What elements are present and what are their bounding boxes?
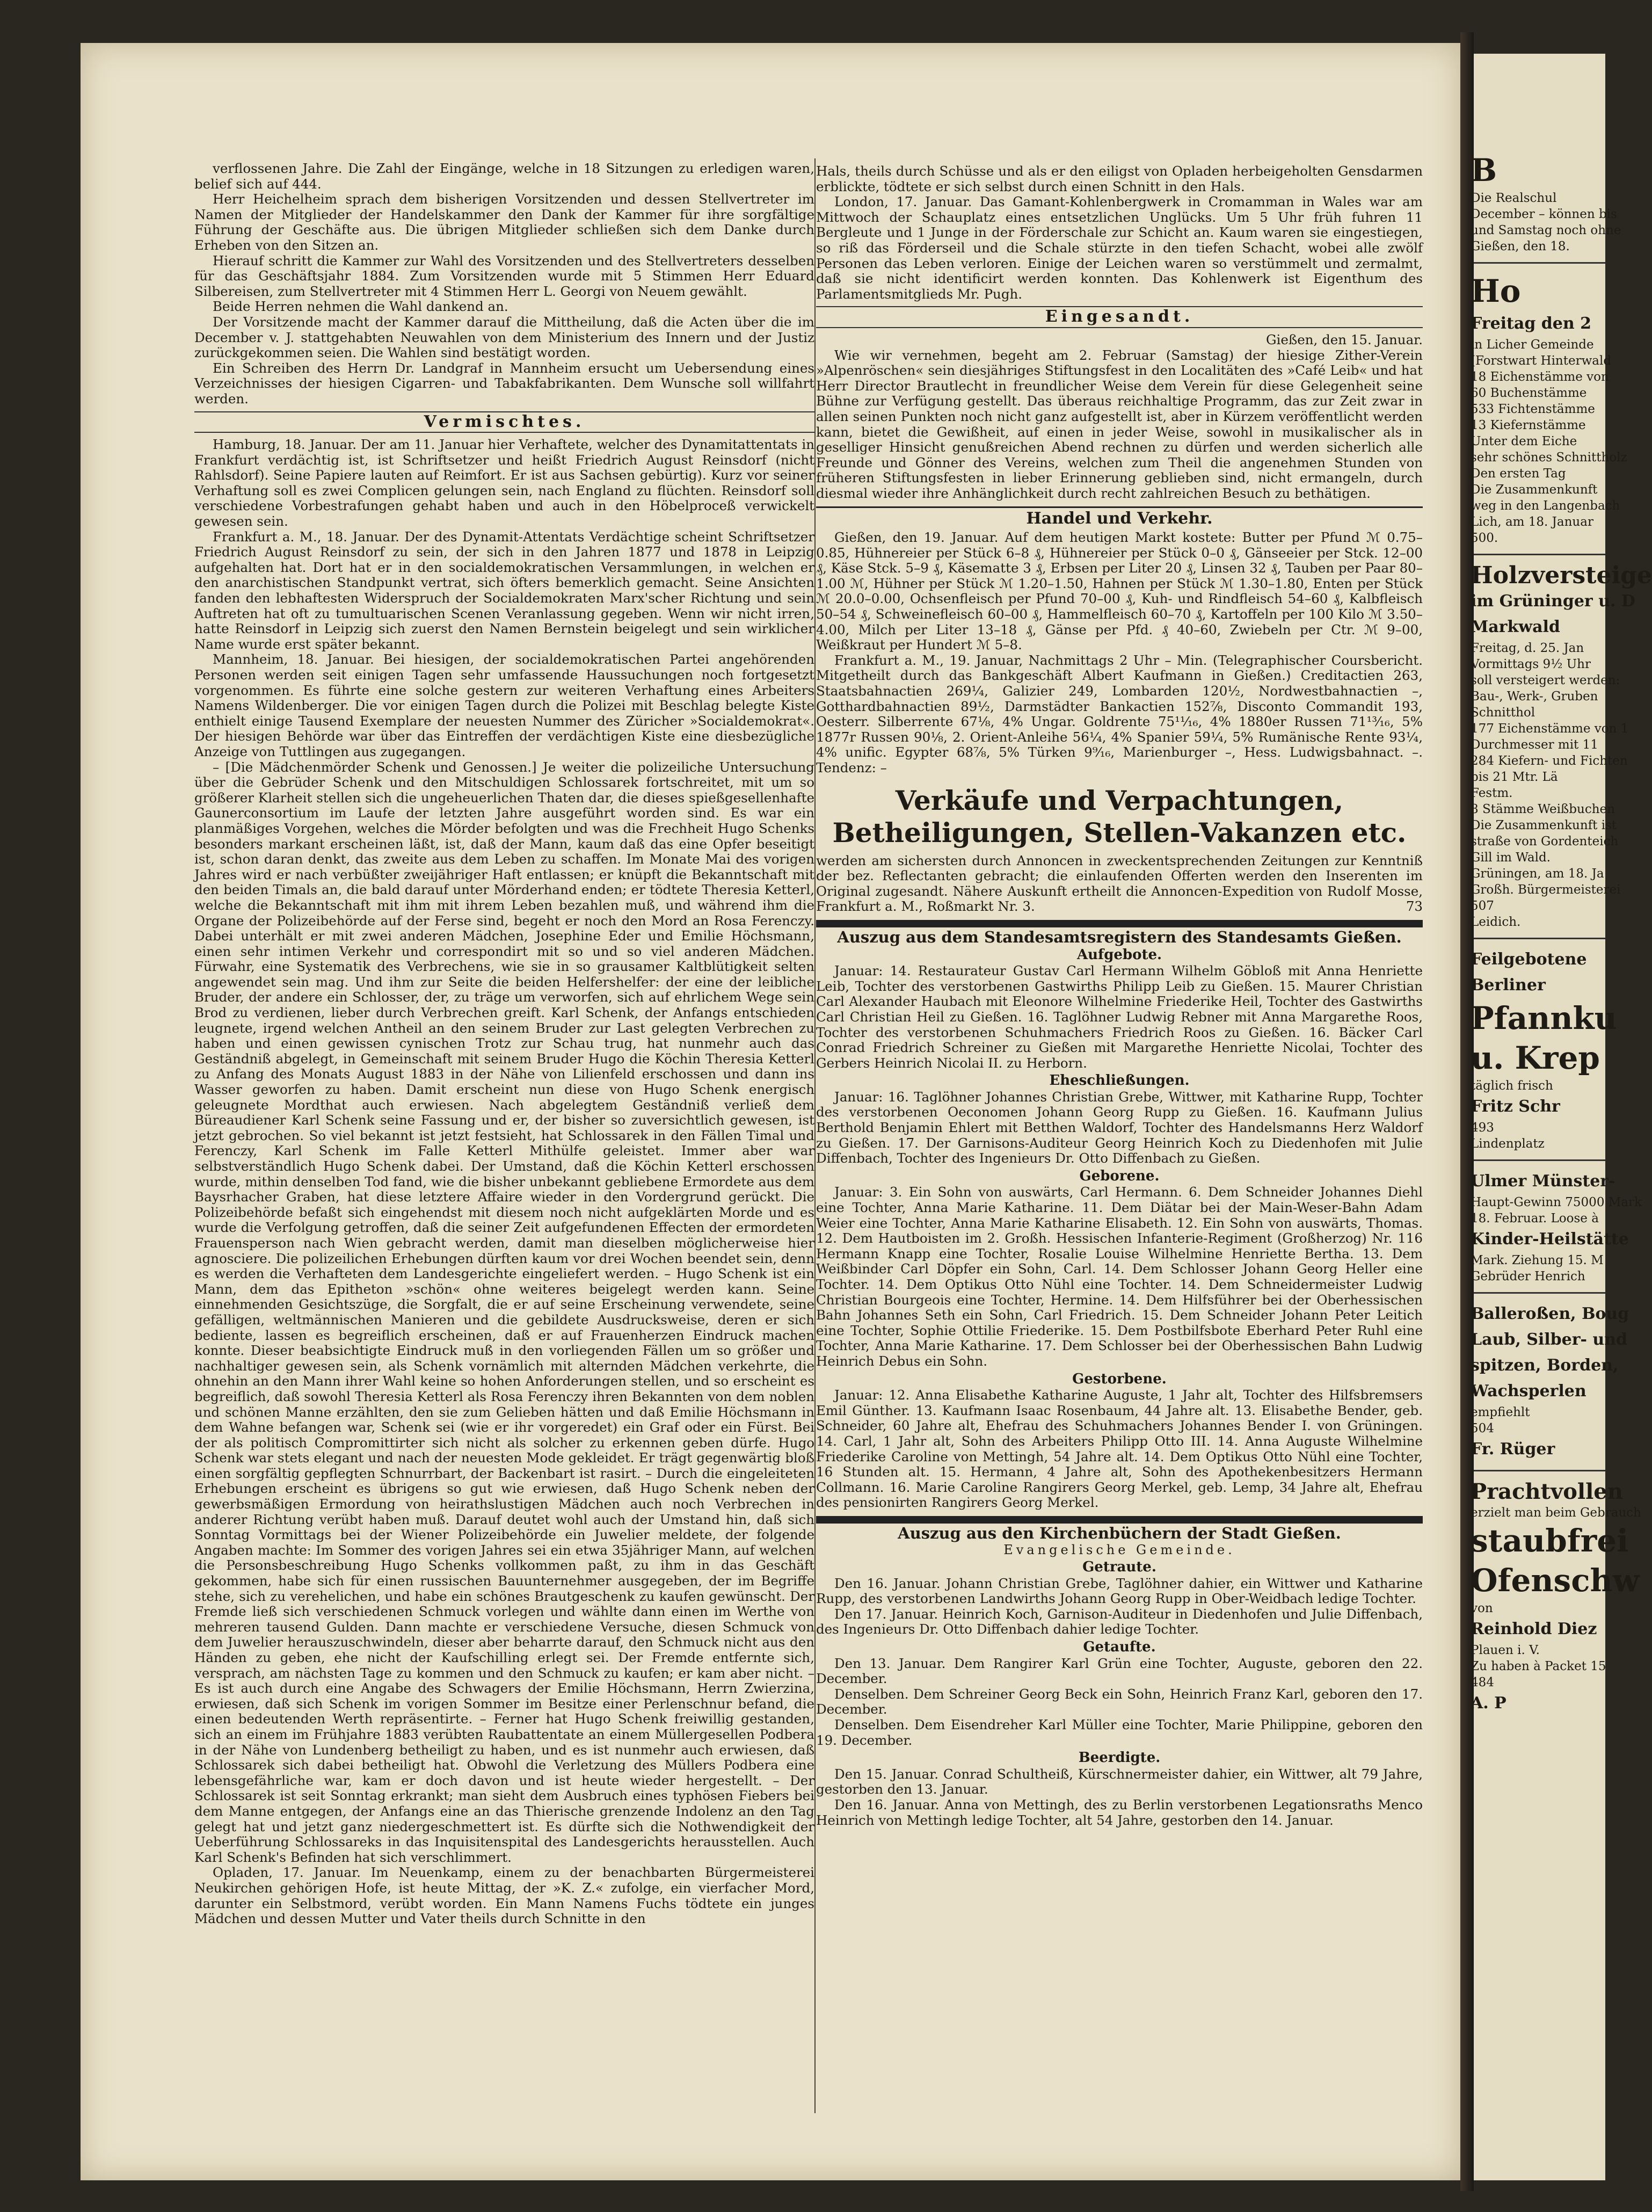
ad-line: 8 Stämme Weißbuchen — [1471, 802, 1615, 816]
ad-line: Leidich. — [1471, 915, 1521, 929]
ad-line: Gießen, den 18. — [1471, 240, 1570, 253]
section-heading-kirchenbuecher: Auszug aus den Kirchenbüchern der Stadt Gießen. — [898, 1524, 1341, 1542]
ad-line: 18. Februar. Loose à — [1471, 1212, 1599, 1225]
ad-line: Fr. Rüger — [1471, 1440, 1555, 1459]
stock-report: Frankfurt a. M., 19. Januar, Nachmittags 2 Uhr – Min. (Telegraphischer Coursbericht. Mitgetheilt durch das Bankgeschäft Albert Kaufmann in Gießen.) Creditactien 263, Staatsbahnactien 269¼, Galizier 249, Lombarden 120½, Nordwestbahnactien –, Gotthardbahnactien 89½, Darmstädter Bankactien 152⅞, Disconto Commandit 193, Oesterr. Silberrente 67⅛, 4% Ungar. Goldrente 75¹¹⁄₁₆, 4% 1880er Russen 71¹³⁄₁₆, 5% 1877r Russen 90⅛, 2. Orient-Anleihe 56¼, 4% Spanier 59¼, 5% Rumänische Rente 93¼, 4% unific. Egypter 68⅞, 5% Türken 9⁹⁄₁₆, Marienburger –, Hess. Ludwigsbahnact. –. Tendenz: – — [816, 652, 1423, 775]
ad-line: erzielt man beim Gebrauch — [1471, 1506, 1641, 1520]
advertisement — [816, 785, 1423, 849]
register-entry: Januar: 3. Ein Sohn von auswärts, Carl Hermann. 6. Dem Schneider Johannes Diehl eine Tochter, Anna Marie Katharine. 11. Dem Diätar bei der Main-Weser-Bahn Adam Weier eine Tochter, Anna Marie Katharine Elisabeth. 12. Ein Sohn von auswärts, Thomas. 12. Dem Hautboisten im 2. Großh. Hessischen Infanterie-Regiment (Großherzog) Nr. 116 Hermann Knapp eine Tochter, Rosalie Louise Wilhelmine Henriette Bertha. 13. Dem Weißbinder Carl Döpfer ein Sohn, Carl. 14. Dem Schlosser Johann Georg Heller eine Tochter. 14. Dem Optikus Otto Nühl eine Tochter. 14. Dem Schneidermeister Ludwig Christian Bourgeois eine Tochter, Hermine. 14. Dem Hilfsführer bei der Oberhessischen Bahn Johannes Seth ein Sohn, Carl Friedrich. 15. Dem Schneider Johann Peter Leitich eine Tochter, Sophie Ottilie Friederike. 15. Dem Postbilfsbote Eberhard Peter Ruhl eine Tochter, Anna Marie Katharine. 17. Dem Schlosser bei der Oberhessischen Bahn Ludwig Heinrich Debus ein Sohn. — [816, 1184, 1423, 1369]
article-paragraph: London, 17. Januar. Das Gamant-Kohlenbergwerk in Cromamman in Wales war am Mittwoch der Schauplatz eines entsetzlichen Unglücks. Um 5 Uhr früh fuhren 11 Bergleute und 1 Junge in der Förderschale zur Schicht an. Kaum waren sie eingestiegen, so riß das Förderseil und die Schale stürzte in den tiefen Schacht, wobei alle zwölf Personen das Leben verloren. Einige der Leichen waren so verstümmelt und zermalmt, daß sie nicht identificirt werden konnten. Das Kohlenwerk ist Eigenthum des Parlamentsmitglieds Mr. Pugh. — [816, 194, 1423, 302]
ad-line: in Licher Gemeinde — [1471, 338, 1594, 352]
ad-line: von — [1471, 1601, 1493, 1615]
ad-number: 73 — [1406, 898, 1423, 915]
ad-line: Ho — [1471, 273, 1521, 309]
ad-line: Wachsperlen — [1471, 1382, 1586, 1401]
ad-rule — [1474, 554, 1605, 555]
sub-heading: Eheschließungen. — [1049, 1072, 1190, 1089]
sub-heading: Getaufte. — [1083, 1639, 1156, 1656]
ad-line: 493 — [1471, 1121, 1494, 1135]
register-entry: Den 13. Januar. Dem Rangirer Karl Grün eine Tochter, Auguste, geboren den 22. December. — [816, 1655, 1423, 1687]
article-paragraph: Mannheim, 18. Januar. Bei hiesigen, der socialdemokratischen Partei angehörenden Personen werden seit einigen Tagen sehr umfassende Haussuchungen noch fortgesetzt vorgenommen. Es führte eine solche gestern zur weiteren Verhaftung eines Arbeiters Namens Wildenberger. Die vor einigen Tagen durch die Polizei mit Beschlag belegte Kiste enthielt einige Tausend Exemplare der neuesten Nummer des Züricher »Socialdemokrat«. Der hiesigen Behörde war über das Eintreffen der verdächtigen Kiste eine diesbezügliche Anzeige von Tuttlingen aus zugegangen. — [194, 651, 814, 759]
register-entry: Den 16. Januar. Anna von Mettingh, des zu Berlin verstorbenen Legationsraths Menco Heinrich von Mettingh ledige Tochter, alt 54 Jahre, gestorben den 14. Januar. — [816, 1797, 1423, 1828]
ad-line: Bau-, Werk-, Gruben — [1471, 690, 1598, 704]
ad-line: Reinhold Diez — [1471, 1620, 1597, 1638]
ad-line: Gebrüder Henrich — [1471, 1270, 1585, 1283]
ad-line: Freitag, d. 25. Jan — [1471, 641, 1584, 655]
ad-line: Die Zusammenkunft ist — [1471, 818, 1617, 832]
ad-line: Vormittags 9½ Uhr — [1471, 657, 1591, 671]
ad-line: Den ersten Tag — [1471, 467, 1566, 481]
register-entry: Januar: 16. Taglöhner Johannes Christian Grebe, Wittwer, mit Katharine Rupp, Tochter des verstorbenen Oeconomen Johann Georg Rupp zu Gießen. 16. Kaufmann Julius Berthold Benjamin Ehlert mit Betthen Waldorf, Tochter des Handelsmanns Herz Waldorf zu Gießen. 17. Der Garnisons-Auditeur Georg Heinrich Koch zu Diedenhofen mit Julie Diffenbach, Tochter des Ingenieurs Dr. Otto Diffenbach zu Gießen. — [816, 1089, 1423, 1166]
ad-line: im Grüninger u. D — [1471, 592, 1635, 611]
sub-heading: Evangelische Gemeinde. — [1003, 1542, 1235, 1557]
ad-line: 484 — [1471, 1676, 1494, 1689]
register-entry: Denselben. Dem Eisendreher Karl Müller eine Tochter, Marie Philippine, geboren den 19. December. — [816, 1717, 1423, 1748]
ad-line: 504 — [1471, 1422, 1494, 1435]
ad-line: empfiehlt — [1471, 1405, 1530, 1419]
ad-line: 60 Buchenstämme — [1471, 386, 1587, 400]
ad-line: Großh. Bürgermeisterei — [1471, 883, 1621, 897]
ad-line: bis 21 Mtr. Lä — [1471, 770, 1558, 784]
ad-line: spitzen, Borden, — [1471, 1356, 1619, 1375]
ad-line: Berliner — [1471, 976, 1546, 995]
register-entry: Den 17. Januar. Heinrich Koch, Garnison-Auditeur in Diedenhofen und Julie Diffenbach, des Ingenieurs Dr. Otto Diffenbach dahier ledige Tochter. — [816, 1606, 1423, 1637]
ad-line: 533 Fichtenstämme — [1471, 402, 1595, 416]
ad-line: Durchmesser mit 11 — [1471, 738, 1598, 752]
ad-line: Unter dem Eiche — [1471, 434, 1577, 448]
left-column — [194, 161, 814, 1927]
ad-line: Holzversteige — [1471, 562, 1652, 589]
section-heading-eingesandt: Eingesandt. — [816, 306, 1423, 328]
black-rule — [816, 920, 1423, 927]
article-paragraph: Hierauf schritt die Kammer zur Wahl des Vorsitzenden und des Stellvertreters desselben für das Geschäftsjahr 1884. Zum Vorsitzenden wurde mit 5 Stimmen Herr Eduard Silbereisen, zum Stellvertreter mit 4 Stimmen Herr L. Georgi von Neuem gewählt. — [194, 252, 814, 299]
section-heading-standesamt: Auszug aus dem Standesamtsregistern des Standesamts Gießen. — [837, 927, 1402, 946]
ad-line: Ofenschw — [1471, 1562, 1640, 1599]
ad-line: Zu haben à Packet 15 — [1471, 1659, 1606, 1673]
register-entry: Den 16. Januar. Johann Christian Grebe, Taglöhner dahier, ein Wittwer und Katharine Rupp, des verstorbenen Landwirths Johann Georg Rupp in Ober-Weidbach ledige Tochter. — [816, 1575, 1423, 1607]
next-page-edge — [1471, 54, 1652, 2180]
ad-line: Plauen i. V. — [1471, 1643, 1540, 1657]
ad-line: Mark. Ziehung 15. M — [1471, 1253, 1604, 1267]
article-paragraph: Ein Schreiben des Herrn Dr. Landgraf in Mannheim ersucht um Uebersendung eines Verzeichnisses der hiesigen Cigarren- und Tabakfabrikanten. Dem Wunsche soll willfahrt werden. — [194, 360, 814, 407]
ad-line: Die Realschul — [1471, 191, 1557, 205]
ad-line: Fritz Schr — [1471, 1097, 1560, 1116]
ad-line: Die Zusammenkunft — [1471, 483, 1598, 497]
ad-line: Pfannku — [1471, 1000, 1617, 1036]
article-paragraph: Frankfurt a. M., 18. Januar. Der des Dynamit-Attentats Verdächtige scheint Schriftsetzer Friedrich August Reinsdorf zu sein, der sich in den Jahren 1877 und 1878 in Leipzig aufgehalten hat. Dort hat er in den socialdemokratischen Versammlungen, in welchen er den anarchistischen Standpunkt vertrat, sich öfters bemerklich gemacht. Seine Ansichten fanden den lebhaftesten Widerspruch der Socialdemokraten Marx'scher Richtung und sein Auftreten hat oft zu tumultuarischen Scenen Veranlassung gegeben. Wenn wir nicht irren, hatte Reinsdorf in Leipzig sich zuerst den Namen Bernstein beigelegt und sein wirklicher Name wurde erst später bekannt. — [194, 528, 814, 652]
column-rule — [814, 158, 816, 2113]
ad-line: Festm. — [1471, 786, 1513, 800]
ad-line: soll versteigert werden: — [1471, 673, 1620, 687]
sub-heading: Geborene. — [1079, 1167, 1160, 1184]
ad-rule — [1474, 1159, 1605, 1161]
ad-rule — [1474, 262, 1605, 264]
register-entry: Januar: 14. Restaurateur Gustav Carl Hermann Wilhelm Göbloß mit Anna Henriette Leib, Tochter des verstorbenen Gastwirths Philipp Leib zu Gießen. 15. Maurer Christian Carl Alexander Haubach mit Eleonore Wilhelmine Friederike Heil, Tochter des Gastwirths Carl Christian Heil zu Gießen. 16. Taglöhner Ludwig Rebner mit Anna Margarethe Roos, Tochter des verstorbenen Schuhmachers Friedrich Roos zu Gießen. 16. Bäcker Carl Conrad Friedrich Schreiner zu Gießen mit Margarethe Henriette Nicolai, Tochter des Gerbers Heinrich Nicolai II. zu Herborn. — [816, 963, 1423, 1071]
ad-line: straße von Gordenteich — [1471, 835, 1619, 848]
article-paragraph: Wie wir vernehmen, begeht am 2. Februar (Samstag) der hiesige Zither-Verein »Alpenröschen« sein diesjähriges Stiftungsfest in den Localitäten des »Café Leib« und hat Herr Director Brautlecht in freundlicher Weise dem Verein für diese Gelegenheit seine Bühne zur Verfügung gestellt. Das überaus reichhaltige Programm, das zur Zeit zwar in allen seinen Punkten noch nicht ganz aufgestellt ist, aber in Kürzem veröffentlicht werden kann, bietet die Gewißheit, auf einen in jeder Weise, sowohl in musikalischer als in geselliger Hinsicht genußreichen Abend rechnen zu dürfen und werden sicherlich alle Freunde und Gönner des Vereins, welchen zum Theil die angenehmen Stunden von früheren Stiftungsfesten in lieber Erinnerung geblieben sind, nicht ermangeln, durch diesmal wieder ihre Anhänglichkeit durch recht zahlreichen Besuch zu bethätigen. — [816, 347, 1423, 501]
ad-rule — [1474, 938, 1605, 939]
article-paragraph: Opladen, 17. Januar. Im Neuenkamp, einem zu der benachbarten Bürgermeisterei Neukirchen gehörigen Hofe, ist heute Mittag, der »K. Z.« zufolge, ein vierfacher Mord, darunter ein Selbstmord, verübt worden. Ein Mann Namens Fuchs tödtete ein junges Mädchen und dessen Mutter und Vater theils durch Schnitte in den — [194, 1865, 814, 1927]
article-paragraph: Hals, theils durch Schüsse und als er den eiligst von Opladen herbeigeholten Gensdarmen erblickte, tödtete er sich selbst durch einen Schnitt in den Hals. — [816, 163, 1423, 194]
ad-line: Laub, Silber- und — [1471, 1330, 1628, 1349]
ad-line: sehr schönes Schnittholz — [1471, 451, 1627, 465]
ad-line: 18 Eichenstämme von — [1471, 370, 1609, 384]
ad-rule — [1474, 1470, 1605, 1471]
ad-line: Balleroßen, Boug — [1471, 1304, 1629, 1323]
ad-line: B — [1471, 152, 1497, 188]
ad-line: (Forstwart Hinterwald — [1471, 354, 1612, 368]
ad-line: 177 Eichenstämme von 1 — [1471, 722, 1629, 736]
market-report: Gießen, den 19. Januar. Auf dem heutigen Markt kostete: Butter per Pfund ℳ 0.75–0.85, Hühnereier per Stück 6–8 ₰, Hühnereier per Stück 0–0 ₰, Gänseeier per Stck. 12–00 ₰, Käse Stck. 5–9 ₰, Käsematte 3 ₰, Erbsen per Liter 20 ₰, Linsen 32 ₰, Tauben per Paar 80–1.00 ℳ, Hühner per Stück ℳ 1.20–1.50, Hahnen per Stück ℳ 1.30–1.80, Enten per Stück ℳ 20.0–0.00, Ochsenfleisch per Pfund 70–00 ₰, Kuh- und Rindfleisch 54–60 ₰, Kalbfleisch 50–54 ₰, Schweinefleisch 60–00 ₰, Hammelfleisch 60–70 ₰, Kartoffeln per 100 Kilo ℳ 3.50–4.00, Milch per Liter 13–18 ₰, Gänse per Pfd. ₰ 40–60, Zwiebeln per Ctr. ℳ 9–00, Weißkraut per Hundert ℳ 5–8. — [816, 530, 1423, 653]
article-paragraph: Der Vorsitzende macht der Kammer darauf die Mittheilung, daß die Acten über die im December v. J. stattgehabten Neuwahlen von dem Ministerium des Innern und der Justiz zurückgekommen seien. Die Wahlen sind bestätigt worden. — [194, 314, 814, 361]
article-paragraph: Herr Heichelheim sprach dem bisherigen Vorsitzenden und dessen Stellvertreter im Namen der Mitglieder der Handelskammer den Dank der Kammer für ihre sorgfältige Führung der Geschäfte aus. Die übrigen Mitglieder schließen sich dem Danke durch Erheben von den Sitzen an. — [194, 191, 814, 253]
ad-line: Lindenplatz — [1471, 1137, 1545, 1151]
ad-line: 284 Kiefern- und Fichten — [1471, 754, 1628, 768]
ad-title-line: Betheiligungen, Stellen-Vakanzen etc. — [832, 816, 1407, 848]
ad-line: Lich, am 18. Januar — [1471, 515, 1593, 529]
ad-line: Freitag den 2 — [1471, 314, 1591, 333]
ad-line: Ulmer Münster- — [1471, 1172, 1615, 1191]
ad-line: Prachtvollen — [1471, 1479, 1623, 1504]
register-entry: Den 15. Januar. Conrad Schultheiß, Kürschnermeister dahier, ein Wittwer, alt 79 Jahre, gestorben den 13. Januar. — [816, 1766, 1423, 1797]
ad-line: 500. — [1471, 531, 1498, 545]
ad-line: Haupt-Gewinn 75000 Mark — [1471, 1195, 1642, 1209]
ad-line: täglich frisch — [1471, 1079, 1553, 1093]
section-heading-handel: Handel und Verkehr. — [816, 506, 1423, 527]
section-heading-vermischtes: Vermischtes. — [194, 411, 814, 433]
ad-line: A. P — [1471, 1694, 1507, 1713]
ad-line: Schnitthol — [1471, 706, 1535, 720]
article-paragraph: Beide Herren nehmen die Wahl dankend an. — [213, 299, 508, 315]
ad-line: December – können bis — [1471, 207, 1617, 221]
register-entry: Januar: 12. Anna Elisabethe Katharine Auguste, 1 Jahr alt, Tochter des Hilfsbremsers Emil Günther. 13. Kaufmann Isaac Rosenbaum, 44 Jahre alt. 13. Elisabethe Bender, geb. Schneider, 60 Jahre alt, Ehefrau des Schuhmachers Johannes Bender I. von Grüningen. 14. Carl, 1 Jahr alt, Sohn des Arbeiters Philipp Otto III. 14. Anna Auguste Wilhelmine Friederike Caroline von Mettingh, 54 Jahre alt. 14. Dem Optikus Otto Nühl eine Tochter, 16 Stunden alt. 15. Hermann, 4 Jahre alt, Sohn des Apothekenbesitzers Hermann Collmann. 16. Marie Caroline Rangirers Georg Merkel, geb. Lemp, 34 Jahre alt, Ehefrau des pensionirten Rangirers Georg Merkel. — [816, 1387, 1423, 1511]
ad-text: werden am sichersten durch Annoncen in zweckentsprechenden Zeitungen zur Kenntniß der bez. Reflectanten gebracht; die einlaufenden Offerten werden den Inserenten im Original zugesandt. Nähere Auskunft ertheilt die Annoncen-Expedition von Rudolf Mosse, Frankfurt a. M., Roßmarkt Nr. 3. 73 — [816, 852, 1423, 915]
ad-line: u. Krep — [1471, 1040, 1600, 1076]
ad-line: staubfrei — [1471, 1522, 1629, 1559]
ad-line: und Samstag noch ohne — [1471, 223, 1621, 237]
article-paragraph: – [Die Mädchenmörder Schenk und Genossen.] Je weiter die polizeiliche Untersuchung über die Gebrüder Schenk und den Mitschuldigen Schlossarek fortschreitet, mit um so größerer Klarheit stellen sich die ungeheuerlichen Thaten dar, die dieses spießgesellenhafte Gaunerconsortium im Laufe der letzten Jahre ausgeführt worden sind. Es war ein planmäßiges Vorgehen, welches die Mörder befolgten und was die Frechheit Hugo Schenks besonders markant erscheinen läßt, ist, daß der Mann, kaum daß das eine Opfer beseitigt ist, schon daran denkt, das zweite aus dem Leben zu schaffen. Im Monate Mai des vorigen Jahres wird er nach verbüßter zweijähriger Haft entlassen; er knüpft die Bekanntschaft mit den beiden Timals an, die bald darauf unter Mörderhand enden; er tödtete Theresia Ketterl, welche die Bekanntschaft mit ihm mit ihrem Leben bezahlen muß, und während ihm die Organe der Polizeibehörde auf der Ferse sind, begeht er noch den Mord an Rosa Ferenczy. Dabei unterhält er mit zwei anderen Mädchen, Josephine Eder und Emilie Höchsmann, einen sehr intimen Verkehr und correspondirt mit so und so viel anderen Mädchen. Fürwahr, eine Systematik des Verbrechens, wie sie in so grausamer Kaltblütigkeit selten angewendet sein mag. Und ihm zur Seite die beiden Helfershelfer: der eine der leibliche Bruder, der andere ein Schlosser, der, zu träge um verworfen, sich auf ehrlichem Wege sein Brod zu verdienen, lieber durch Verbrechen greift. Karl Schenk, der Anfangs entschieden leugnete, irgend welchen Antheil an den seinem Bruder zur Last gelegten Verbrechen zu haben und einen gewissen cynischen Trotz zur Schau trug, hat nunmehr auch das Geständniß abgelegt, in Gemeinschaft mit seinem Bruder Hugo die Köchin Theresia Ketterl zu Anfang des Monats August 1883 in der Nähe von Lilienfeld erschossen und dann ins Wasser geworfen zu haben. Damit erscheint nun diese von Hugo Schenk energisch geleugnete Mordthat auch erwiesen. Nach abgelegtem Geständniß verließ dem Büreaudiener Karl Schenk seine Fassung und er, der bisher so zuversichtlich gewesen, ist jetzt gebrochen. So viel bekannt ist jetzt festsieht, hat Schlossarek in den Fällen Timal und Ferenczy, Karl Schenk im Falle Ketterl Mithülfe geleistet. Immer aber war selbstverständlich Hugo Schenk dabei. Der Umstand, daß die Köchin Ketterl erschossen wurde, mithin denselben Tod fand, wie die bisher unbekannt gebliebene Ermordete aus dem Baysrhacher Graben, hat diese letztere Affaire wieder in den Vordergrund gerückt. Die Polizeibehörde befaßt sich eingehendst mit diesem noch nicht aufgeklärten Morde und es wurde die Verfolgung getroffen, daß die seiner Zeit aufgefundenen Effecten der ermordeten Frauensperson nach Wien gebracht werden, damit man dieselben möglicherweise hier agnosciere. Die polizeilichen Erhebungen dürften kaum vor drei Wochen beendet sein, denn es werden die Verhafteten dem Landesgerichte eingeliefert werden. – Hugo Schenk ist ein Mann, dem das Epitheton »schön« ohne weiteres beigelegt werden kann. Seine einnehmenden Gesichtszüge, die Sorgfalt, die er auf seine Erscheinung verwendete, seine gefälligen, weltmännischen Manieren und die gebildete Ausdrucksweise, deren er sich bediente, lassen es begreiflich erscheinen, daß er auf Frauenherzen Eindruck machen konnte. Dieser beabsichtigte Eindruck muß in den vorliegenden Fällen um so größer und nachhaltiger gewesen sein, als Schenk vornämlich mit alternden Mädchen verkehrte, die ohnehin an den Mann ihrer Wahl keine so hohen Anforderungen stellen, und so erscheint es begreiflich, daß sowohl Theresia Ketterl als Rosa Ferenczy ihren Bekannten von dem noblen und schönen Manne erzählten, den sie zum Gelieben hätten und daß Emilie Höchsmann in dem Wahne befangen war, Schenk sei (wie er ihr vorgeredet) ein Graf oder ein Fürst. Bei der als politisch Compromittirter sich nicht als solcher zu erkennen geben dürfe. Hugo Schenk war stets elegant und nach der neuesten Mode gekleidet. Er trägt gegenwärtig bloß einen sorgfältig gepflegten Schnurrbart, der Backenbart ist rasirt. – Durch die eingeleiteten Erhebungen erscheint es übrigens so gut wie erwiesen, daß Hugo Schenk neben der gewerbsmäßigen Ermordung von heirathslustigen Mädchen auch noch Verbrechen in anderer Richtung verübt haben muß. Darauf deutet wohl auch der Umstand hin, daß sich Sonntag Vormittags bei der Wiener Polizeibehörde ein Juwelier meldete, der folgende Angaben machte: Im Sommer des vorigen Jahres sei ein etwa 35jähriger Mann, auf welchen die Personsbeschreibung Hugo Schenks vollkommen paßt, zu ihm in das Geschäft gekommen, habe sich für einen russischen Bauunternehmer ausgegeben, der im Begriffe stehe, sich zu verehelichen, und habe ein schönes Brautgeschenk zu kaufen gewünscht. Der Fremde ließ sich verschiedenen Schmuck vorlegen und wählte dann einen im Werthe von mehreren tausend Gulden. Dann machte er verschiedene Versuche, diesen Schmuck von dem Juwelier herauszuschwindeln, dieser aber beharrte darauf, den Schmuck nicht aus den Händen zu geben, ehe nicht der Kaufschilling erlegt sei. Der Fremde entfernte sich, versprach, am nächsten Tage zu kommen und den Schmuck zu kaufen; er kam aber nicht. – Es ist auch durch eine Angabe des Schwagers der Emilie Höchsmann, Herrn Zwierzina, erwiesen, daß sich Schenk im vorigen Sommer im Besitze einer Perlenschnur befand, die einen bedeutenden Werth repräsentirte. – Ferner hat Hugo Schenk freiwillig gestanden, sich an einem im Frühjahre 1883 verübten Raubattentate an einem Müllergesellen Podbera in der Nähe von Lundenberg betheiligt zu haben, und es ist nunmehr auch erwiesen, daß Schlossarek sich dabei betheiligt hat. Obwohl die Verletzung des Müllers Podbera eine lebensgefährliche war, kam er doch davon und ist heute wieder hergestellt. – Der Schlossarek ist seit Sonntag erkrankt; man sieht dem Ausbruch eines typhösen Fiebers bei dem Manne entgegen, der Anfangs eine an das Thierische grenzende Indolenz an den Tag gelegt hat und jetzt ganz niedergeschmettert ist. Es dürfte sich die Nothwendigkeit der Ueberführung Schlossareks in das Inquisitenspital des Landesgerichts herausstellen. Auch Karl Schenk's Befinden hat sich verschlimmert. — [194, 759, 814, 1865]
black-rule — [816, 1516, 1423, 1524]
sub-heading: Aufgebote. — [1076, 946, 1162, 963]
register-entry: Denselben. Dem Schreiner Georg Beck ein Sohn, Heinrich Franz Karl, geboren den 17. December. — [816, 1686, 1423, 1717]
sub-heading: Beerdigte. — [1078, 1750, 1161, 1766]
article-paragraph: Hamburg, 18. Januar. Der am 11. Januar hier Verhaftete, welcher des Dynamitattentats in Frankfurt verdächtig ist, ist Schriftsetzer und heißt Friedrich August Reinsdorf (nicht Rahlsdorf). Seine Papiere lauten auf Reimfort. Er ist aus Sachsen gebürtig). Kurz vor seiner Verhaftung soll es zwei Complicen gelungen sein, nach England zu flüchten. Reinsdorf soll verschiedene Vorbestrafungen gehabt haben und auch in den Höbelproceß verwickelt gewesen sein. — [194, 437, 814, 530]
ad-title-line: Verkäufe und Verpachtungen, — [895, 784, 1344, 816]
ad-line: Gill im Wald. — [1471, 851, 1551, 865]
ad-line: 13 Kiefernstämme — [1471, 418, 1586, 432]
ad-line: Markwald — [1471, 618, 1560, 636]
ad-line: 507 — [1471, 899, 1494, 913]
sub-heading: Getraute. — [1082, 1559, 1156, 1576]
ad-line: Grüningen, am 18. Ja — [1471, 867, 1604, 881]
middle-column — [816, 164, 1423, 1828]
sub-heading: Gestorbene. — [1072, 1370, 1167, 1387]
article-paragraph: verflossenen Jahre. Die Zahl der Eingänge, welche in 18 Sitzungen zu erledigen waren, belief sich auf 444. — [194, 161, 814, 192]
ad-line: Feilgebotene — [1471, 950, 1587, 969]
ad-rule — [1474, 1292, 1605, 1294]
ad-line: Kinder-Heilstätte — [1471, 1230, 1629, 1249]
ad-line: weg in den Langenbach — [1471, 499, 1620, 513]
dateline: Gießen, den 15. Januar. — [1265, 331, 1423, 347]
